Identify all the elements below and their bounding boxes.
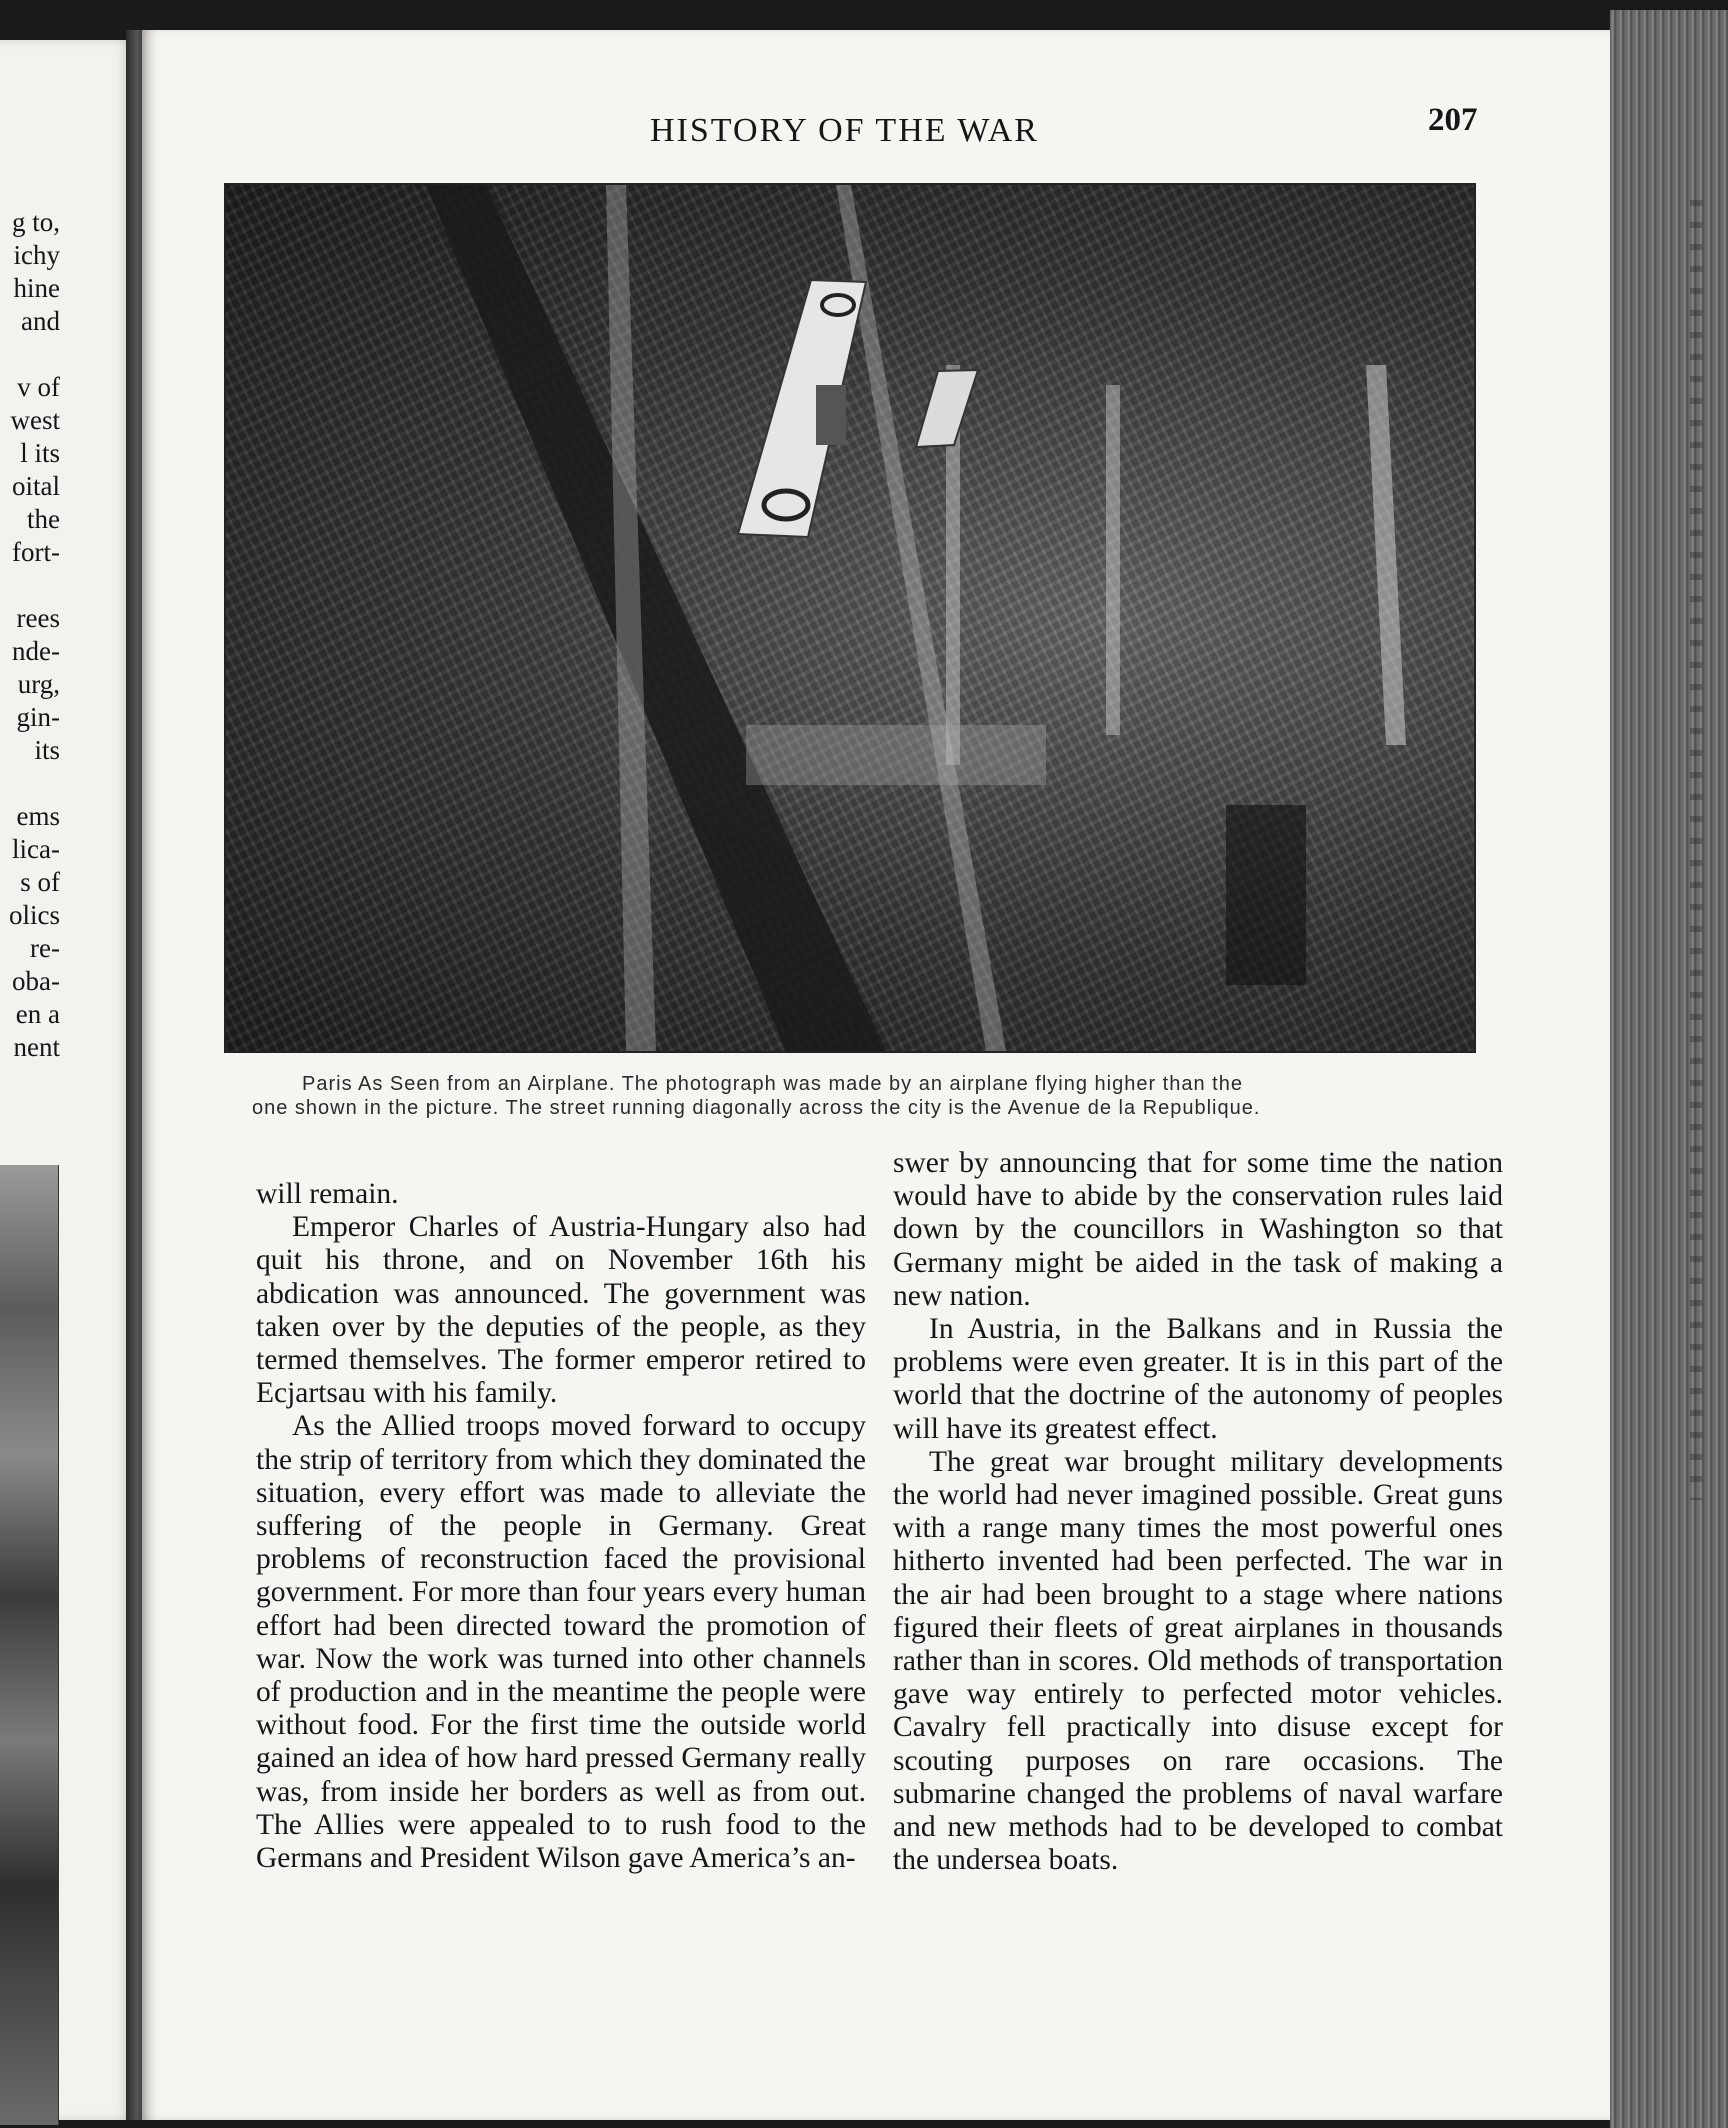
- airplane-in-photo: [738, 280, 978, 537]
- left-page-line: urg,: [17, 669, 60, 699]
- caption-line-1: Paris As Seen from an Airplane. The photograph was made by an airplane flying higher than the: [302, 1073, 1243, 1095]
- left-page-line: ichy: [13, 240, 60, 270]
- left-page-line: [0, 338, 60, 371]
- left-page-line: [0, 767, 60, 800]
- left-page-line: its: [34, 735, 60, 765]
- paragraph: will remain.: [256, 1178, 399, 1210]
- aerial-photo-drawing: [226, 185, 1474, 1051]
- left-page-line: g to,: [11, 207, 60, 237]
- text-column-right: [893, 1147, 1503, 1877]
- page-edge-marks: [1690, 200, 1702, 1500]
- paragraph: swer by announcing that for some time the nation would have to abide by the conservation rules laid down by the councillors in Washington so that Germany might be aided in the task of making a new nation.: [893, 1147, 1503, 1312]
- left-page-fragment: [0, 40, 138, 2120]
- paragraph: The great war brought military developments the world had never imagined possible. Great guns with a range many times the most powerful ones hitherto invented had been perfected. The war in the air had been brought to a stage where nations figured their fleets of great airplanes in thousands rather than in scores. Old methods of transportation gave way entirely to perfected motor vehicles. Cavalry fell practically into disuse except for scouting purposes on rare occasions. The submarine changed the problems of naval warfare and new methods had to be developed to combat the undersea boats.: [893, 1445, 1503, 1877]
- left-page-line: l its: [20, 438, 60, 468]
- caption-line-2: one shown in the picture. The street running diagonally across the city is the Avenue de la Republique.: [252, 1097, 1261, 1119]
- left-page-line: v of: [17, 372, 60, 402]
- paragraph: In Austria, in the Balkans and in Russia the problems were even greater. It is in this part of the world that the doctrine of the autonomy of peoples will have its greatest effect.: [893, 1313, 1503, 1445]
- left-page-line: hine: [13, 273, 60, 303]
- text-column-left: [256, 1178, 866, 1875]
- left-page-line: [0, 569, 60, 602]
- left-page-line: oital: [12, 471, 60, 501]
- left-page-line: and: [21, 306, 60, 336]
- left-page-line: ems: [16, 801, 60, 831]
- aerial-photo-paris: [224, 183, 1476, 1053]
- left-page-line: the: [27, 504, 60, 534]
- left-page-line: lica-: [12, 834, 60, 864]
- left-page-line: west: [10, 405, 60, 435]
- left-page-line: nde-: [12, 636, 60, 666]
- running-head: HISTORY OF THE WAR: [650, 112, 1039, 149]
- left-page-line: nent: [13, 1032, 60, 1062]
- left-page-line: fort-: [12, 537, 60, 567]
- left-page-line: s of: [20, 867, 60, 897]
- paragraph: As the Allied troops moved forward to occupy the strip of territory from which they dominated the situation, every effort was made to alleviate the suffering of the people in Germany. Great problems of reconstruction faced the provisional government. For more than four years every human effort had been directed toward the promotion of war. Now the work was turned into other channels of production and in the meantime the people were without food. For the first time the outside world gained an idea of how hard pressed Germany really was, from inside her borders as well as from out. The Allies were appealed to to rush food to the Germans and President Wilson gave America’s an-: [256, 1410, 866, 1875]
- left-page-line: olics: [9, 900, 60, 930]
- book-page-edges: [1610, 10, 1728, 2128]
- left-page-line: rees: [16, 603, 60, 633]
- left-page-line: gin-: [16, 702, 60, 732]
- left-page-photo: [0, 1165, 59, 2125]
- paragraph: Emperor Charles of Austria-Hungary also had quit his throne, and on November 16th his abdication was announced. The government was taken over by the deputies of the people, as they termed themselves. The former emperor retired to Ecjartsau with his family.: [256, 1211, 866, 1410]
- photo-caption: [252, 1072, 1502, 1120]
- left-page-line: oba-: [12, 966, 60, 996]
- page-number: 207: [1428, 102, 1478, 138]
- left-page-line: en a: [15, 999, 60, 1029]
- left-page-text: [0, 206, 60, 1064]
- left-page-line: re-: [30, 933, 60, 963]
